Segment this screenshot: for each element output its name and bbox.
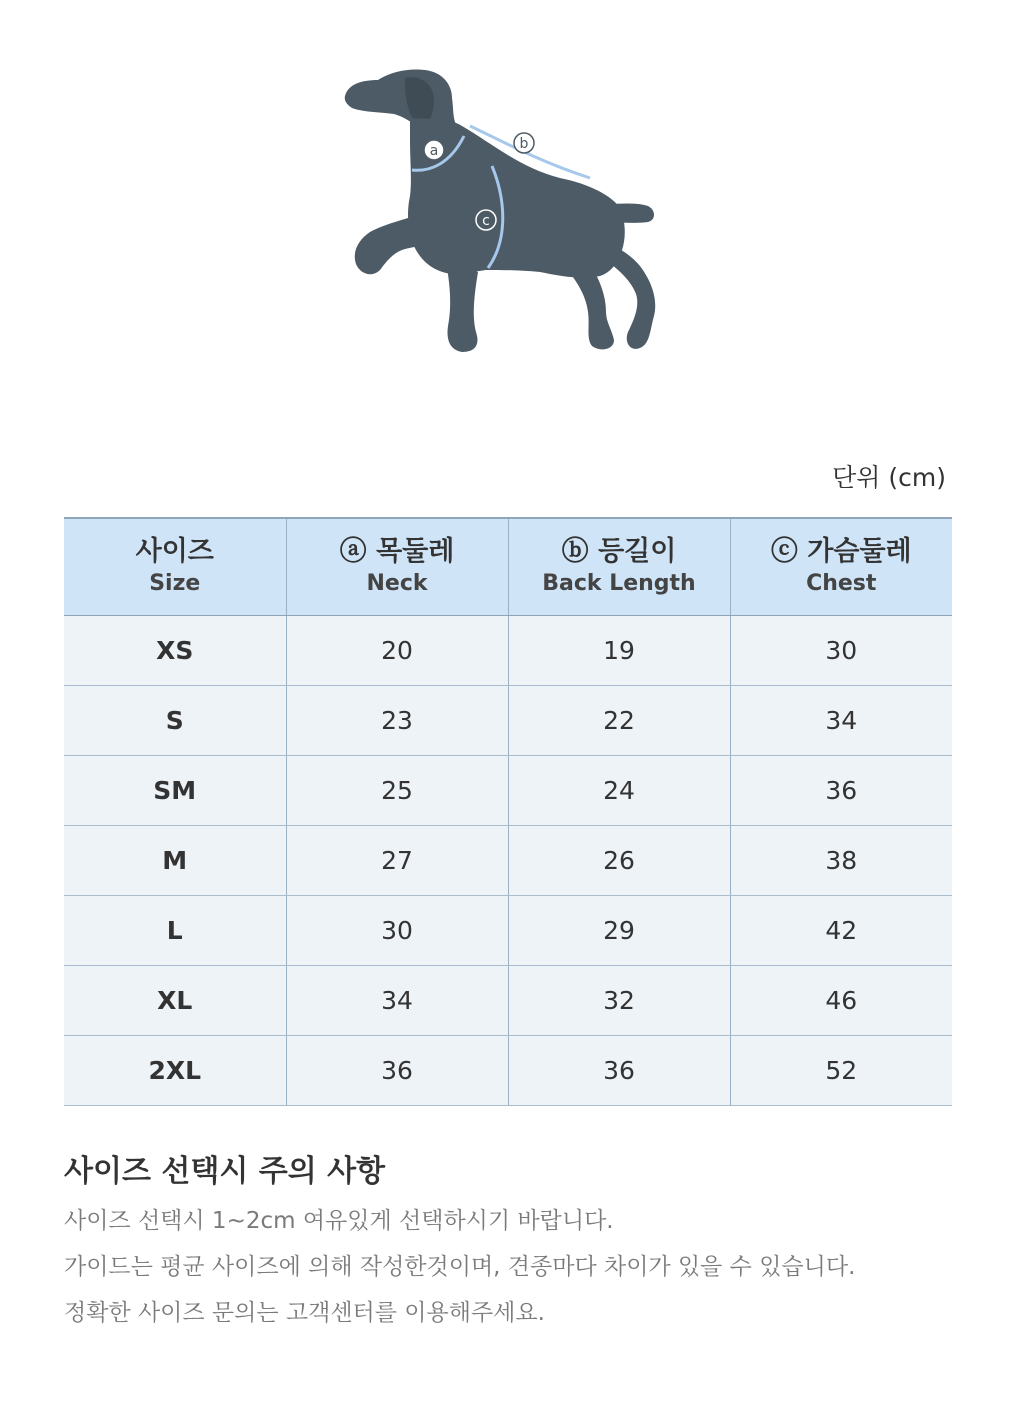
header-back-ko: ⓑ 등길이 <box>561 536 677 567</box>
back-cell: 24 <box>508 756 730 826</box>
back-cell: 29 <box>508 896 730 966</box>
back-cell: 36 <box>508 1036 730 1106</box>
header-neck <box>286 518 508 616</box>
neck-cell: 25 <box>286 756 508 826</box>
marker-a: a <box>429 143 439 159</box>
size-chart-table <box>64 517 952 1106</box>
neck-cell: 23 <box>286 686 508 756</box>
dog-measurement-illustration <box>330 60 670 360</box>
header-chest-ko: ⓒ 가슴둘레 <box>770 536 912 567</box>
size-cell: 2XL <box>64 1036 286 1106</box>
chest-cell: 46 <box>730 966 952 1036</box>
table-header-row <box>64 518 952 616</box>
size-cell: XS <box>64 616 286 686</box>
notes-list <box>64 1198 954 1336</box>
table-row <box>64 686 952 756</box>
table-row <box>64 896 952 966</box>
size-cell: S <box>64 686 286 756</box>
chest-cell: 42 <box>730 896 952 966</box>
back-cell: 22 <box>508 686 730 756</box>
header-neck-en: Neck <box>366 571 428 596</box>
chest-cell: 38 <box>730 826 952 896</box>
neck-cell: 30 <box>286 896 508 966</box>
back-cell: 32 <box>508 966 730 1036</box>
notes-title: 사이즈 선택시 주의 사항 <box>64 1154 386 1189</box>
size-cell: L <box>64 896 286 966</box>
marker-c: c <box>482 213 490 229</box>
size-cell: SM <box>64 756 286 826</box>
table-row <box>64 756 952 826</box>
chest-cell: 34 <box>730 686 952 756</box>
neck-cell: 34 <box>286 966 508 1036</box>
note-line: 정확한 사이즈 문의는 고객센터를 이용해주세요. <box>64 1300 545 1326</box>
chest-cell: 36 <box>730 756 952 826</box>
header-chest <box>730 518 952 616</box>
table-row <box>64 826 952 896</box>
header-size-en: Size <box>149 571 201 596</box>
header-size <box>64 518 286 616</box>
unit-label: 단위 (cm) <box>832 463 946 492</box>
size-cell: XL <box>64 966 286 1036</box>
header-back-en: Back Length <box>542 571 696 596</box>
table-row <box>64 966 952 1036</box>
header-back-length <box>508 518 730 616</box>
table-row <box>64 1036 952 1106</box>
neck-cell: 20 <box>286 616 508 686</box>
marker-b: b <box>519 136 529 152</box>
neck-cell: 27 <box>286 826 508 896</box>
neck-cell: 36 <box>286 1036 508 1106</box>
dog-measurement-icon <box>330 60 670 360</box>
chest-cell: 30 <box>730 616 952 686</box>
header-neck-ko: ⓐ 목둘레 <box>339 536 455 567</box>
header-chest-en: Chest <box>806 571 877 596</box>
header-size-ko: 사이즈 <box>135 536 214 567</box>
note-line: 가이드는 평균 사이즈에 의해 작성한것이며, 견종마다 차이가 있을 수 있습니다. <box>64 1254 856 1280</box>
table-row <box>64 616 952 686</box>
size-cell: M <box>64 826 286 896</box>
back-cell: 19 <box>508 616 730 686</box>
chest-cell: 52 <box>730 1036 952 1106</box>
back-cell: 26 <box>508 826 730 896</box>
note-line: 사이즈 선택시 1~2cm 여유있게 선택하시기 바랍니다. <box>64 1208 614 1234</box>
